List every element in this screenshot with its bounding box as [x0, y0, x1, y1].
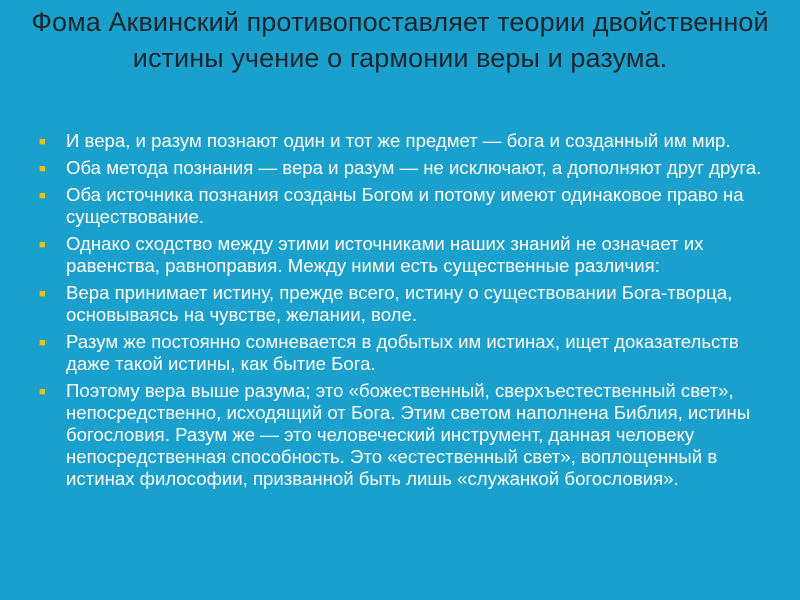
square-bullet-icon: ■ — [39, 136, 46, 148]
bullet-text: Оба источника познания созданы Богом и потому имеют одинаковое право на существование. — [66, 184, 744, 227]
square-bullet-icon: ■ — [39, 239, 46, 251]
bullet-list — [37, 130, 772, 495]
list-item — [37, 130, 772, 152]
bullet-text: Разум же постоянно сомневается в добытых им истинах, ищет доказательств даже такой истины, как бытие Бога. — [66, 331, 739, 374]
list-item — [37, 282, 772, 326]
list-item — [37, 331, 772, 375]
square-bullet-icon: ■ — [39, 288, 46, 300]
list-item — [37, 380, 772, 490]
bullet-text: Однако сходство между этими источниками наших знаний не означает их равенства, равноправия. Между ними есть существенные различия: — [66, 233, 704, 276]
square-bullet-icon: ■ — [39, 337, 46, 349]
list-item — [37, 233, 772, 277]
bullet-text: Вера принимает истину, прежде всего, истину о существовании Бога-творца, основываясь на чувстве, желании, воле. — [66, 282, 733, 325]
bullet-text: Поэтому вера выше разума; это «божественный, сверхъестественный свет», непосредственно, исходящий от Бога. Этим светом наполнена Библия, истины богословия. Разум же — это человеческий инструмент, данная человеку непосредственная способность. Это «естественный свет», воплощенный в истинах философии, призванной быть лишь «служанкой богословия». — [66, 380, 751, 489]
slide-title: Фома Аквинский противопоставляет теории двойственной истины учение о гармонии веры и разума. — [31, 7, 769, 73]
square-bullet-icon: ■ — [39, 386, 46, 398]
square-bullet-icon: ■ — [39, 190, 46, 202]
list-item — [37, 184, 772, 228]
bullet-text: Оба метода познания — вера и разум — не исключают, а дополняют друг друга. — [66, 157, 762, 178]
square-bullet-icon: ■ — [39, 163, 46, 175]
list-item — [37, 157, 772, 179]
bullet-text: И вера, и разум познают один и тот же предмет — бога и созданный им мир. — [66, 130, 731, 151]
